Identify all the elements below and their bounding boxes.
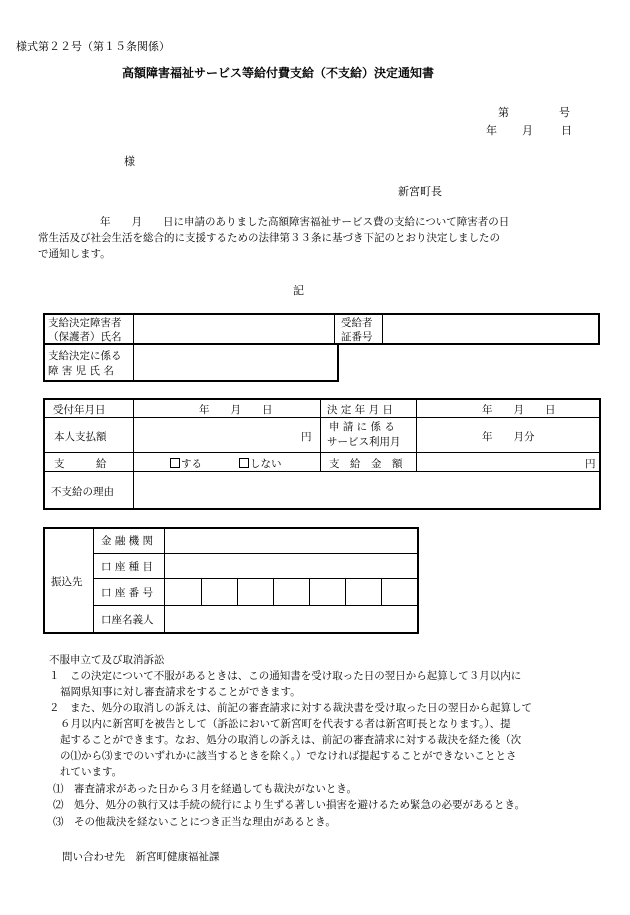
service-value: 年 月分 xyxy=(482,431,535,443)
recipient-label-2: （保護者）氏名 xyxy=(48,331,122,343)
service-label-2: サービス利用月 xyxy=(327,436,401,448)
payment-label: 支 給 xyxy=(54,458,107,470)
doc-no-go: 号 xyxy=(559,106,570,119)
self-pay-label: 本人支払額 xyxy=(54,431,107,443)
decision-value: 年 月 日 xyxy=(482,404,556,416)
contact-info: 問い合わせ先 新宮町健康福祉課 xyxy=(62,851,220,863)
appeal-item2-line2: ６月以内に新宮町を被告として（訴訟において新宮町を代表する者は新宮町長となります。）、提 xyxy=(60,718,511,730)
transfer-label: 振込先 xyxy=(51,576,83,588)
service-label-1: 申 請 に 係 る xyxy=(329,421,395,433)
page-title: 高額障害福祉サービス等給付費支給（不支給）決定通知書 xyxy=(122,66,435,80)
child-label-1: 支給決定に係る xyxy=(48,350,122,362)
option-no[interactable] xyxy=(239,456,282,471)
appeal-item2-line1: ２ また、処分の取消しの訴えは、前記の審査請求に対する裁決書を受け取った日の翌日から起算して xyxy=(49,702,532,714)
option-yes[interactable] xyxy=(170,456,202,471)
date-year: 年 xyxy=(486,124,497,137)
appeal-sub3: ⑶ その他裁決を経ないことにつき正当な理由があるとき。 xyxy=(53,816,336,828)
appeal-item1-line1: １ この決定について不服があるときは、この通知書を受け取った日の翌日から起算して３月以内に xyxy=(49,670,522,682)
checkbox-no-icon[interactable] xyxy=(239,458,249,468)
appeal-sub1: ⑴ 審査請求があった日から３月を経過しても裁決がないとき。 xyxy=(53,783,357,795)
ki-heading: 記 xyxy=(293,284,304,297)
option-no-label: しない xyxy=(250,458,282,470)
form-number: 様式第２２号（第１５条関係） xyxy=(16,40,170,53)
child-label-2: 障 害 児 氏 名 xyxy=(48,365,114,377)
account-holder-label: 口座名義人 xyxy=(101,614,154,626)
self-pay-yen: 円 xyxy=(301,431,312,443)
sender: 新宮町長 xyxy=(398,185,442,198)
appeal-item2-line4: の⑴から⑶までのいずれかに該当するときを除く。）でなければ提起することができないこととさ xyxy=(60,750,517,762)
appeal-sub2: ⑵ 処分、処分の執行又は手続の続行により生ずる著しい損害を避けるため緊急の必要があるとき。 xyxy=(53,799,526,811)
checkbox-yes-icon[interactable] xyxy=(170,458,180,468)
decision-label: 決 定 年 月 日 xyxy=(327,404,393,416)
option-yes-label: する xyxy=(181,458,202,470)
addressee-suffix: 様 xyxy=(124,155,135,168)
doc-no-dai: 第 xyxy=(498,106,509,119)
intro-line-3: で通知します。 xyxy=(38,248,111,260)
recipient-label-1: 支給決定障害者 xyxy=(48,317,122,329)
appeal-heading: 不服申立て及び取消訴訟 xyxy=(49,654,165,666)
cert-label-1: 受給者 xyxy=(341,317,373,329)
account-number-label: 口 座 番 号 xyxy=(101,587,154,599)
reason-label: 不支給の理由 xyxy=(51,486,114,498)
date-month: 月 xyxy=(522,124,533,137)
cert-label-2: 証番号 xyxy=(341,331,373,343)
bank-label: 金 融 機 関 xyxy=(101,535,154,547)
intro-line-2: 常生活及び社会生活を総合的に支援するための法律第３３条に基づき下記のとおり決定しましたの xyxy=(38,232,500,244)
received-label: 受付年月日 xyxy=(53,404,106,416)
date-day: 日 xyxy=(561,124,572,137)
appeal-item1-line2: 福岡県知事に対し審査請求をすることができます。 xyxy=(60,686,301,698)
amount-yen: 円 xyxy=(585,458,596,470)
appeal-item2-line3: 起することができます。なお、処分の取消しの訴えは、前記の審査請求に対する裁決を経た後（次 xyxy=(60,734,522,746)
account-type-label: 口 座 種 目 xyxy=(101,561,154,573)
received-value: 年 月 日 xyxy=(199,404,273,416)
appeal-item2-line5: れています。 xyxy=(60,766,123,778)
amount-label: 支 給 金 額 xyxy=(329,458,403,470)
intro-line-1: 年 月 日に申請のありました高額障害福祉サービス費の支給について障害者の日 xyxy=(100,216,510,228)
